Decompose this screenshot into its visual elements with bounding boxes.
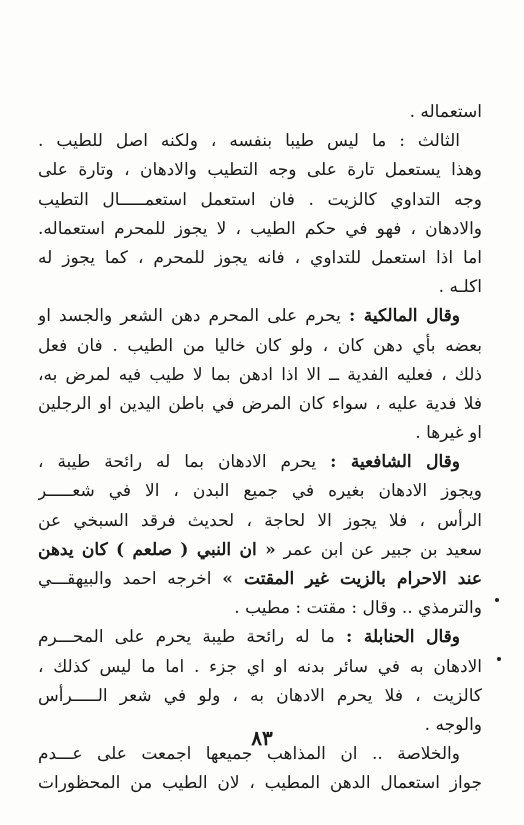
text-line: الرأس ، فلا يجوز الا لحاجة ، لحديث فرقد السبخي عن [38,510,482,531]
hadith-quote: « ان النبي ( صلعم ) كان يدهن [38,539,276,560]
hadith-quote: عند الاحرام بالزيت غير المقتت » [222,569,482,589]
text-line: سعيد بن جبير عن ابن عمر « ان النبي ( صلعم ) كان يدهن [38,539,482,560]
text-line: وقال الشافعية : يحرم الادهان بما له رائحة طيبة ، [38,452,460,473]
madhab-heading: وقال الشافعية : [330,452,460,473]
text-line: والوجه . [424,714,482,735]
text-line: والادهان ، فهو في حكم الطيب ، لا يجوز للمحرم استعماله. [38,218,482,239]
text-line: جواز استعمال الدهن المطيب ، لان الطيب من المحظورات [38,773,482,794]
text-line: وجه التداوي كالزيت . فان استعمل استعمـــــال التطيب [38,189,482,210]
madhab-heading: وقال الحنابلة : [345,627,460,648]
text-line: فلا فدية عليه ، سواء كان المرض في باطن اليدين او الرجلين [38,393,482,414]
text-line: وقال الحنابلة : ما له رائحة طيبة يحرم على المحـــرم [38,627,460,648]
text-line: عند الاحرام بالزيت غير المقتت » اخرجه احمد والبيهقـــي [38,569,482,589]
text-line: الثالث : ما ليس طيبا بنفسه ، ولكنه اصل للطيب . [38,131,460,152]
text-line: اما اذا استعمل للتداوي ، فانه يجوز للمحرم ، كما يجوز له [38,247,482,268]
text-line: استعماله . [409,102,482,122]
text-line: والخلاصة .. ان المذاهب جميعها اجمعت على عـــدم [38,744,460,765]
text-line: الادهان به في سائر بدنه او اي جزء . اما ما ليس كذلك ، [38,656,482,677]
text-line: او غيرها . [415,423,482,444]
page-number: ٨٣ [251,726,273,750]
text-line: وهذا يستعمل تارة على وجه التطيب والادهان ، وتارة على [38,160,482,181]
page-text [38,98,482,799]
madhab-heading: وقال المالكية : [348,306,460,327]
text-line: ويجوز الادهان بغيره في جميع البدن ، الا في شعـــــر [38,481,482,502]
text-line: وقال المالكية : يحرم على المحرم دهن الشعر والجسد او [38,306,460,327]
text-line: كالزيت ، فلا يحرم الادهان به ، ولو في شعر الـــــرأس [38,685,482,706]
text-line: ذلك ، فعليه الفدية ــ الا اذا ادهن بما لا طيب فيه لمرض به، [38,364,482,385]
margin-mark [495,598,499,602]
text-line: والترمذي .. وقال : مقتت : مطيب . [234,598,482,619]
text-line: اكلـه . [438,277,482,298]
text-line: بعضه بأي دهن كان ، ولو كان خاليا من الطيب . فان فعل [38,335,482,356]
margin-mark [497,657,501,661]
